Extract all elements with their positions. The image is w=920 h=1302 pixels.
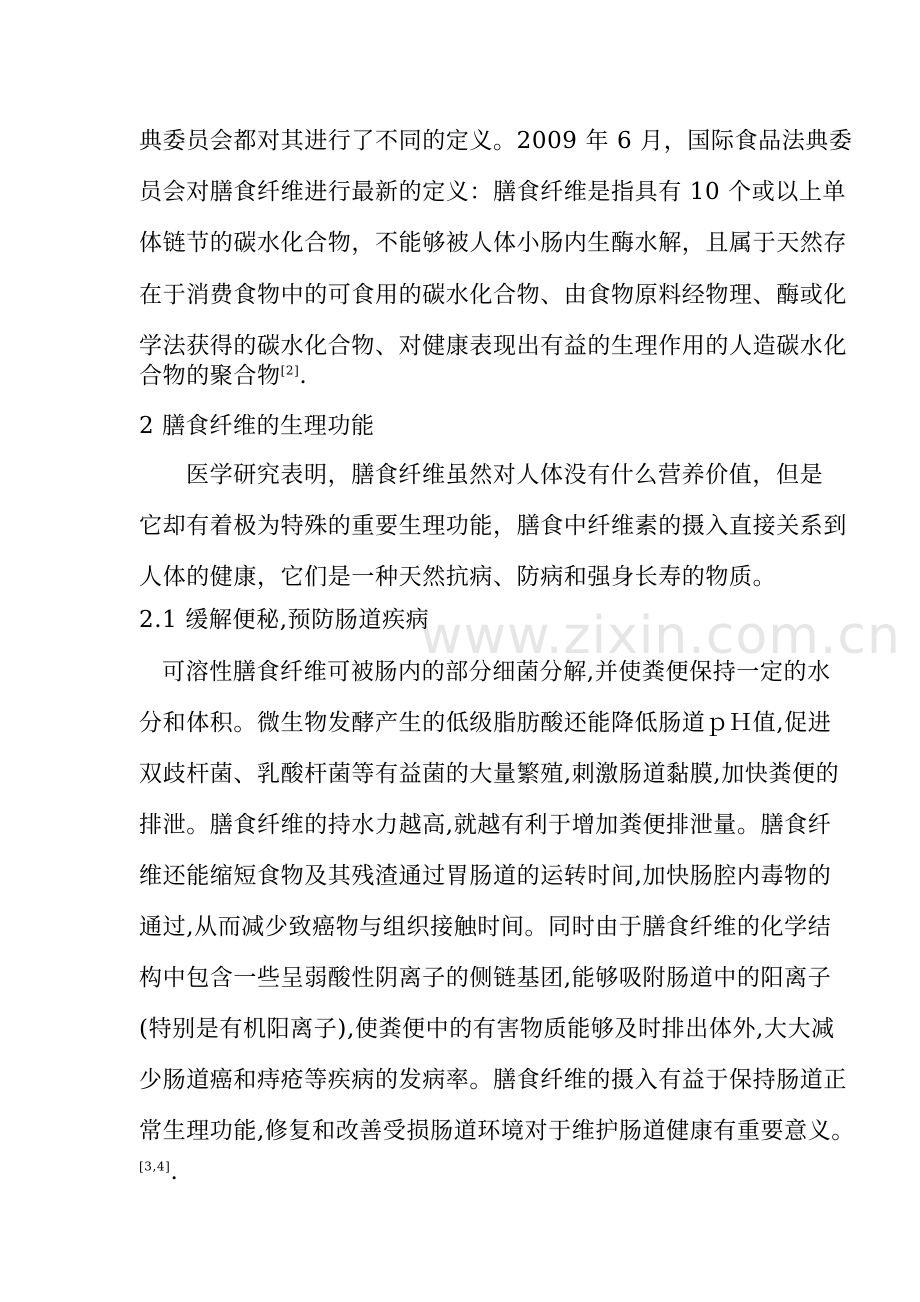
text-line: 维还能缩短食物及其残渣通过胃肠道的运转时间,加快肠腔内毒物的 xyxy=(139,863,832,889)
text-line: 排泄。膳食纤维的持水力越高,就越有利于增加粪便排泄量。膳食纤 xyxy=(139,812,832,838)
text-line: 医学研究表明，膳食纤维虽然对人体没有什么营养价值，但是 xyxy=(186,462,824,488)
text-line: 典委员会都对其进行了不同的定义。2009 年 6 月，国际食品法典委 xyxy=(139,128,853,154)
section-heading-2-1: 2.1 缓解便秘,预防肠道疾病 xyxy=(139,607,430,633)
text-line: 构中包含一些呈弱酸性阴离子的侧链基团,能够吸附肠道中的阳离子 xyxy=(139,965,832,991)
text-segment: . xyxy=(299,363,308,389)
watermark: www.zixin.com.cn xyxy=(420,606,901,666)
citation-ref: [2] xyxy=(280,363,300,378)
text-line: 可溶性膳食纤维可被肠内的部分细菌分解,并使粪便保持一定的水 xyxy=(162,659,831,685)
text-segment: . xyxy=(170,1159,179,1185)
text-line: 它却有着极为特殊的重要生理功能，膳食中纤维素的摄入直接关系到 xyxy=(139,513,847,539)
text-line: 在于消费食物中的可食用的碳水化合物、由食物原料经物理、酶或化 xyxy=(139,282,847,308)
text-line: 人体的健康，它们是一种天然抗病、防病和强身长寿的物质。 xyxy=(139,564,777,590)
text-line: 常生理功能,修复和改善受损肠道环境对于维护肠道健康有重要意义。 xyxy=(139,1118,855,1144)
text-line: 体链节的碳水化合物，不能够被人体小肠内生酶水解，且属于天然存 xyxy=(139,230,847,256)
text-line: (特别是有机阳离子),使粪便中的有害物质能够及时排出体外,大大减 xyxy=(139,1016,835,1042)
text-line xyxy=(139,1158,178,1186)
text-line: 少肠道癌和痔疮等疾病的发病率。膳食纤维的摄入有益于保持肠道正 xyxy=(139,1067,847,1093)
text-line: 双歧杆菌、乳酸杆菌等有益菌的大量繁殖,刺激肠道黏膜,加快粪便的 xyxy=(139,761,840,787)
text-line: 员会对膳食纤维进行最新的定义：膳食纤维是指具有 10 个或以上单 xyxy=(139,179,847,205)
text-line: 分和体积。微生物发酵产生的低级脂肪酸还能降低肠道ｐＨ值,促进 xyxy=(139,710,832,736)
text-segment: 合物的聚合物 xyxy=(139,363,281,389)
citation-ref: [3,4] xyxy=(139,1159,171,1174)
text-line xyxy=(139,362,307,390)
text-line: 通过,从而减少致癌物与组织接触时间。同时由于膳食纤维的化学结 xyxy=(139,914,832,940)
section-heading-2: 2 膳食纤维的生理功能 xyxy=(139,413,375,439)
text-line: 学法获得的碳水化合物、对健康表现出有益的生理作用的人造碳水化 xyxy=(139,333,847,359)
